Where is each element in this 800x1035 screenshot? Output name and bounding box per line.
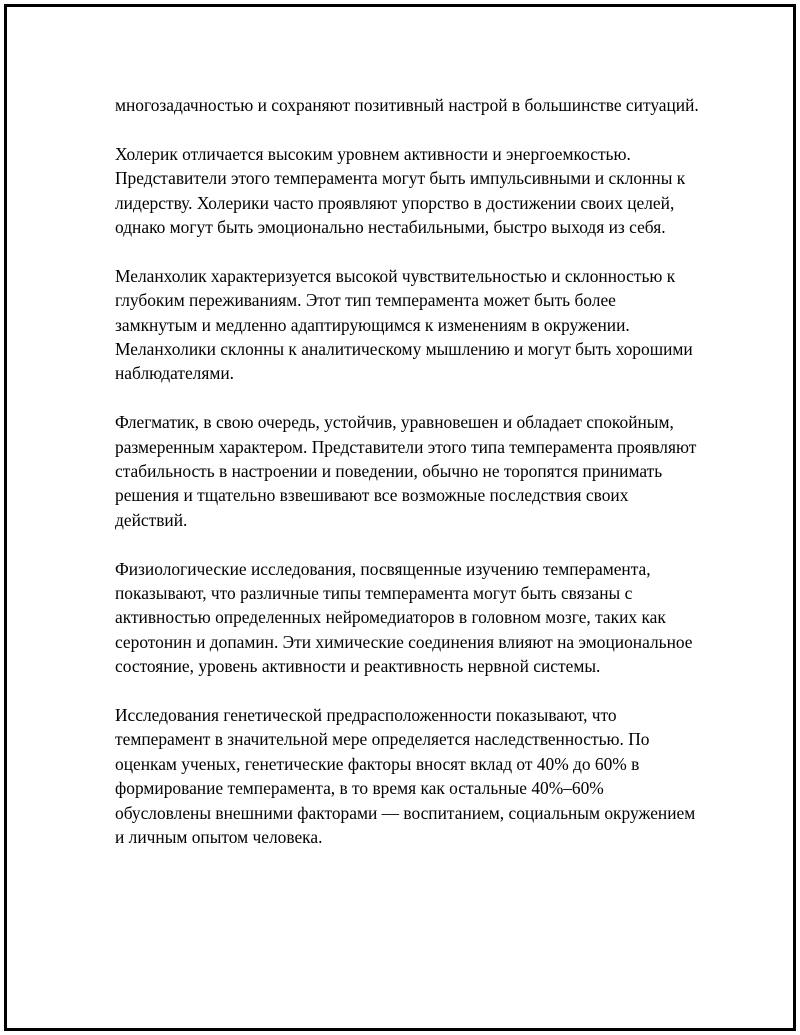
paragraph-continuation: многозадачностью и сохраняют позитивный настрой в большинстве ситуаций.	[115, 95, 699, 115]
document-body	[115, 93, 700, 850]
paragraph-physiology: Физиологические исследования, посвященные изучению темперамента, показывают, что различные типы темперамента могут быть связаны с активностью определенных нейромедиаторов в головном мозге, таких как серотонин и допамин. Эти химические соединения влияют на эмоциональное состояние, уровень активности и реактивность нервной системы.	[115, 558, 693, 677]
paragraph-choleric: Холерик отличается высоким уровнем активности и энергоемкостью. Представители этого темперамента могут быть импульсивными и склонны к лидерству. Холерики часто проявляют упорство в достижении своих целей, однако могут быть эмоционально нестабильными, быстро выходя из себя.	[115, 143, 686, 238]
paragraph-genetics: Исследования генетической предрасположенности показывают, что темперамент в значительной мере определяется наследственностью. По оценкам ученых, генетические факторы вносят вклад от 40% до 60% в формирование темперамента, в то время как остальные 40%–60% обусловлены внешними факторами — воспитанием, социальным окружением и личным опытом человека.	[115, 705, 696, 848]
paragraph-melancholic: Меланхолик характеризуется высокой чувствительностью и склонностью к глубоким переживаниям. Этот тип темперамента может быть более замкнутым и медленно адаптирующимся к изменениям в окружении. Меланхолики склонны к аналитическому мышлению и могут быть хорошими наблюдателями.	[115, 265, 693, 384]
paragraph-phlegmatic: Флегматик, в свою очередь, устойчив, уравновешен и обладает спокойным, размеренным характером. Представители этого типа темперамента проявляют стабильность в настроении и поведении, обычно не торопятся принимать решения и тщательно взвешивают все возможные последствия своих действий.	[115, 412, 697, 530]
